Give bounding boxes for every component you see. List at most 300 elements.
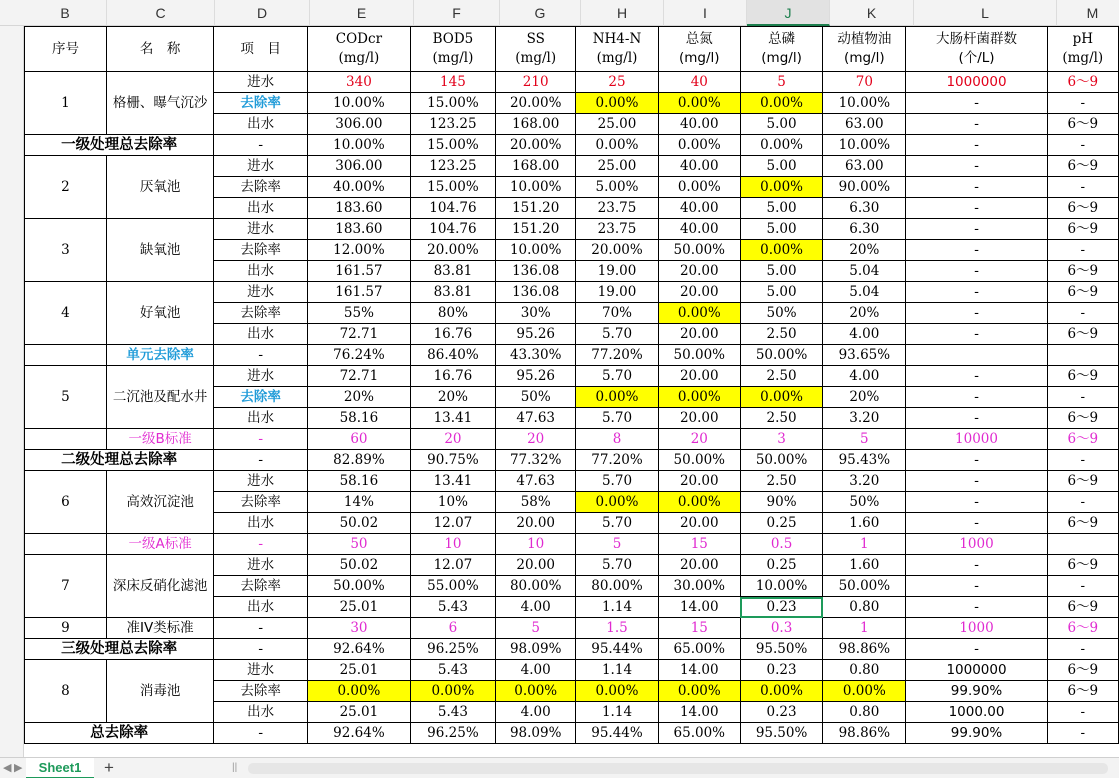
value-cell[interactable]: 20.00 (658, 471, 740, 492)
value-cell[interactable]: 13.41 (410, 471, 495, 492)
value-cell[interactable]: 65.00% (658, 639, 740, 660)
value-cell[interactable]: 6～9 (1047, 156, 1118, 177)
value-cell[interactable]: 6～9 (1047, 618, 1118, 639)
value-cell[interactable]: - (906, 177, 1047, 198)
value-cell[interactable]: 95.50% (740, 723, 822, 744)
value-cell[interactable]: 20% (823, 240, 906, 261)
value-cell[interactable]: 98.86% (823, 723, 906, 744)
item-cell[interactable]: - (214, 639, 308, 660)
value-cell[interactable]: 1.14 (576, 660, 658, 681)
value-cell[interactable]: 10.00% (308, 135, 411, 156)
value-cell[interactable]: 40.00 (658, 198, 740, 219)
item-cell[interactable]: 出水 (214, 261, 308, 282)
value-cell[interactable]: 6～9 (1047, 660, 1118, 681)
value-cell[interactable]: 40.00 (658, 114, 740, 135)
standard-label[interactable]: 准IV类标准 (106, 618, 213, 639)
value-cell[interactable]: 80.00% (576, 576, 658, 597)
value-cell[interactable]: 6～9 (1047, 513, 1118, 534)
value-cell[interactable]: 0.00% (308, 681, 411, 702)
value-cell[interactable]: 3 (740, 429, 822, 450)
header-name[interactable]: 名 称 (106, 27, 213, 72)
value-cell[interactable]: - (906, 156, 1047, 177)
add-sheet-icon[interactable]: + (104, 758, 114, 777)
value-cell[interactable]: 65.00% (658, 723, 740, 744)
item-cell[interactable]: 进水 (214, 156, 308, 177)
value-cell[interactable]: 10.00% (740, 576, 822, 597)
value-cell[interactable]: - (906, 513, 1047, 534)
value-cell[interactable]: 25.01 (308, 597, 411, 618)
value-cell[interactable]: 0.00% (658, 177, 740, 198)
header-param-2[interactable] (496, 27, 576, 72)
value-cell[interactable]: 0.25 (740, 513, 822, 534)
value-cell[interactable] (1047, 345, 1118, 366)
value-cell[interactable]: 47.63 (496, 471, 576, 492)
value-cell[interactable]: 50% (823, 492, 906, 513)
value-cell[interactable]: 14.00 (658, 702, 740, 723)
value-cell[interactable]: 40.00% (308, 177, 411, 198)
value-cell[interactable] (906, 345, 1047, 366)
value-cell[interactable]: 20.00 (658, 408, 740, 429)
value-cell[interactable]: - (906, 408, 1047, 429)
value-cell[interactable]: 20% (823, 303, 906, 324)
value-cell[interactable]: 104.76 (410, 198, 495, 219)
name-cell[interactable]: 消毒池 (106, 660, 213, 723)
value-cell[interactable]: 58% (496, 492, 576, 513)
value-cell[interactable]: 1 (823, 618, 906, 639)
value-cell[interactable]: 10.00% (823, 135, 906, 156)
summary-label[interactable]: 总去除率 (25, 723, 214, 744)
value-cell[interactable]: 70% (576, 303, 658, 324)
item-cell[interactable]: 进水 (214, 471, 308, 492)
value-cell[interactable]: 19.00 (576, 261, 658, 282)
value-cell[interactable]: 40.00 (658, 156, 740, 177)
value-cell[interactable]: 0.23 (740, 597, 822, 618)
value-cell[interactable]: 90% (740, 492, 822, 513)
value-cell[interactable]: 306.00 (308, 114, 411, 135)
value-cell[interactable]: 43.30% (496, 345, 576, 366)
value-cell[interactable]: 0.00% (658, 387, 740, 408)
value-cell[interactable]: 50.00% (658, 240, 740, 261)
value-cell[interactable]: 99.90% (906, 681, 1047, 702)
value-cell[interactable]: 58.16 (308, 408, 411, 429)
name-cell[interactable]: 二沉池及配水井 (106, 366, 213, 429)
value-cell[interactable]: - (906, 387, 1047, 408)
standard-label[interactable]: 单元去除率 (106, 345, 213, 366)
summary-label[interactable]: 一级处理总去除率 (25, 135, 214, 156)
item-cell[interactable]: - (214, 534, 308, 555)
value-cell[interactable]: 6～9 (1047, 555, 1118, 576)
value-cell[interactable]: 5.00 (740, 219, 822, 240)
value-cell[interactable]: 0.23 (740, 660, 822, 681)
value-cell[interactable]: 50.00% (740, 345, 822, 366)
item-cell[interactable]: - (214, 450, 308, 471)
value-cell[interactable]: 20.00 (658, 366, 740, 387)
value-cell[interactable]: 20.00 (658, 282, 740, 303)
value-cell[interactable]: 6.30 (823, 198, 906, 219)
value-cell[interactable]: - (906, 639, 1047, 660)
value-cell[interactable]: 151.20 (496, 198, 576, 219)
value-cell[interactable]: 6～9 (1047, 114, 1118, 135)
column-header-i[interactable]: I (664, 0, 747, 26)
column-header-m[interactable]: M (1057, 0, 1119, 26)
value-cell[interactable]: - (1047, 723, 1118, 744)
name-cell[interactable]: 缺氧池 (106, 219, 213, 282)
value-cell[interactable]: 50.02 (308, 513, 411, 534)
value-cell[interactable]: 5.70 (576, 471, 658, 492)
column-header-k[interactable]: K (830, 0, 914, 26)
value-cell[interactable]: 77.20% (576, 345, 658, 366)
value-cell[interactable]: 63.00 (823, 156, 906, 177)
seq-cell[interactable]: 6 (25, 471, 107, 534)
value-cell[interactable]: 0.25 (740, 555, 822, 576)
value-cell[interactable]: 93.65% (823, 345, 906, 366)
value-cell[interactable]: - (906, 471, 1047, 492)
value-cell[interactable]: 40.00 (658, 219, 740, 240)
value-cell[interactable]: 20.00 (496, 555, 576, 576)
standard-label[interactable]: 一级B标准 (106, 429, 213, 450)
value-cell[interactable]: 0.00% (576, 492, 658, 513)
value-cell[interactable]: 1000000 (906, 660, 1047, 681)
value-cell[interactable]: 0.00% (658, 135, 740, 156)
value-cell[interactable]: 2.50 (740, 471, 822, 492)
value-cell[interactable]: 83.81 (410, 282, 495, 303)
value-cell[interactable]: 104.76 (410, 219, 495, 240)
value-cell[interactable]: 6～9 (1047, 681, 1118, 702)
value-cell[interactable]: 55.00% (410, 576, 495, 597)
value-cell[interactable]: 50% (496, 387, 576, 408)
value-cell[interactable]: - (906, 366, 1047, 387)
value-cell[interactable]: 4.00 (496, 660, 576, 681)
item-cell[interactable]: - (214, 618, 308, 639)
value-cell[interactable]: 10.00% (496, 240, 576, 261)
value-cell[interactable]: 30 (308, 618, 411, 639)
value-cell[interactable]: 92.64% (308, 639, 411, 660)
header-seq[interactable]: 序号 (25, 27, 107, 72)
name-cell[interactable]: 深床反硝化滤池 (106, 555, 213, 618)
value-cell[interactable]: 2.50 (740, 408, 822, 429)
value-cell[interactable]: 183.60 (308, 219, 411, 240)
value-cell[interactable]: 5.00 (740, 114, 822, 135)
value-cell[interactable]: 6～9 (1047, 72, 1118, 93)
value-cell[interactable]: 0.3 (740, 618, 822, 639)
value-cell[interactable]: - (906, 492, 1047, 513)
value-cell[interactable]: 0.00% (658, 492, 740, 513)
value-cell[interactable]: 15 (658, 618, 740, 639)
column-header-c[interactable]: C (107, 0, 215, 26)
value-cell[interactable]: 47.63 (496, 408, 576, 429)
value-cell[interactable]: 145 (410, 72, 495, 93)
value-cell[interactable]: 23.75 (576, 219, 658, 240)
value-cell[interactable]: 19.00 (576, 282, 658, 303)
value-cell[interactable]: 25.00 (576, 114, 658, 135)
value-cell[interactable]: 20% (823, 387, 906, 408)
name-cell[interactable]: 格栅、曝气沉沙 (106, 72, 213, 135)
value-cell[interactable]: 0.00% (740, 240, 822, 261)
value-cell[interactable]: - (906, 135, 1047, 156)
value-cell[interactable]: 151.20 (496, 219, 576, 240)
value-cell[interactable]: 95.44% (576, 723, 658, 744)
value-cell[interactable]: - (906, 450, 1047, 471)
value-cell[interactable]: 5.04 (823, 282, 906, 303)
value-cell[interactable]: 16.76 (410, 324, 495, 345)
value-cell[interactable]: 13.41 (410, 408, 495, 429)
value-cell[interactable]: 5.43 (410, 660, 495, 681)
item-cell[interactable]: 出水 (214, 513, 308, 534)
value-cell[interactable]: - (1047, 135, 1118, 156)
seq-cell[interactable]: 9 (25, 618, 107, 639)
header-param-3[interactable] (576, 27, 658, 72)
value-cell[interactable]: 6～9 (1047, 198, 1118, 219)
value-cell[interactable]: 72.71 (308, 324, 411, 345)
value-cell[interactable]: 50.02 (308, 555, 411, 576)
item-cell[interactable]: 去除率 (214, 387, 308, 408)
value-cell[interactable]: 1000.00 (906, 702, 1047, 723)
value-cell[interactable]: 86.40% (410, 345, 495, 366)
value-cell[interactable]: 76.24% (308, 345, 411, 366)
value-cell[interactable]: 5.70 (576, 366, 658, 387)
value-cell[interactable]: - (1047, 450, 1118, 471)
seq-cell[interactable]: 1 (25, 72, 107, 135)
item-cell[interactable]: 去除率 (214, 681, 308, 702)
value-cell[interactable]: 98.86% (823, 639, 906, 660)
column-header-d[interactable]: D (215, 0, 310, 26)
item-cell[interactable]: 去除率 (214, 303, 308, 324)
value-cell[interactable]: - (1047, 639, 1118, 660)
value-cell[interactable]: 98.09% (496, 639, 576, 660)
value-cell[interactable]: 15.00% (410, 93, 495, 114)
value-cell[interactable]: 1.60 (823, 513, 906, 534)
value-cell[interactable]: 55% (308, 303, 411, 324)
value-cell[interactable]: 0.00% (496, 681, 576, 702)
value-cell[interactable]: 15 (658, 534, 740, 555)
item-cell[interactable]: 进水 (214, 219, 308, 240)
value-cell[interactable]: 10 (496, 534, 576, 555)
value-cell[interactable]: 20.00% (576, 240, 658, 261)
value-cell[interactable]: 20 (410, 429, 495, 450)
value-cell[interactable]: 0.00% (576, 387, 658, 408)
value-cell[interactable]: 10000 (906, 429, 1047, 450)
header-param-6[interactable] (823, 27, 906, 72)
value-cell[interactable]: 20.00 (658, 324, 740, 345)
value-cell[interactable]: 3.20 (823, 471, 906, 492)
item-cell[interactable]: 去除率 (214, 576, 308, 597)
value-cell[interactable]: 20.00% (496, 135, 576, 156)
item-cell[interactable]: 去除率 (214, 93, 308, 114)
value-cell[interactable]: - (1047, 387, 1118, 408)
value-cell[interactable]: 30% (496, 303, 576, 324)
value-cell[interactable]: 95.44% (576, 639, 658, 660)
value-cell[interactable]: 23.75 (576, 198, 658, 219)
row-header-gutter[interactable] (0, 26, 24, 757)
value-cell[interactable]: 40 (658, 72, 740, 93)
value-cell[interactable]: - (1047, 93, 1118, 114)
item-cell[interactable]: 去除率 (214, 492, 308, 513)
value-cell[interactable]: 6～9 (1047, 597, 1118, 618)
value-cell[interactable]: 50.00% (823, 576, 906, 597)
value-cell[interactable]: 92.64% (308, 723, 411, 744)
value-cell[interactable]: 5 (496, 618, 576, 639)
value-cell[interactable]: 10.00% (823, 93, 906, 114)
value-cell[interactable]: 6～9 (1047, 261, 1118, 282)
value-cell[interactable]: 168.00 (496, 156, 576, 177)
value-cell[interactable] (1047, 534, 1118, 555)
value-cell[interactable]: - (906, 114, 1047, 135)
value-cell[interactable]: - (906, 240, 1047, 261)
value-cell[interactable]: 0.00% (658, 681, 740, 702)
value-cell[interactable]: 6～9 (1047, 366, 1118, 387)
name-cell[interactable]: 厌氧池 (106, 156, 213, 219)
horizontal-scrollbar[interactable] (248, 763, 1108, 774)
summary-label[interactable]: 三级处理总去除率 (25, 639, 214, 660)
value-cell[interactable]: - (906, 93, 1047, 114)
seq-cell[interactable] (25, 345, 107, 366)
value-cell[interactable]: 10.00% (496, 177, 576, 198)
value-cell[interactable]: 99.90% (906, 723, 1047, 744)
column-header-b[interactable]: B (24, 0, 107, 26)
value-cell[interactable]: 5.00 (740, 261, 822, 282)
value-cell[interactable]: 3.20 (823, 408, 906, 429)
value-cell[interactable]: 82.89% (308, 450, 411, 471)
value-cell[interactable]: 1.14 (576, 702, 658, 723)
value-cell[interactable]: 136.08 (496, 282, 576, 303)
value-cell[interactable]: 15.00% (410, 177, 495, 198)
seq-cell[interactable]: 8 (25, 660, 107, 723)
value-cell[interactable]: 5.00 (740, 156, 822, 177)
value-cell[interactable]: - (906, 261, 1047, 282)
header-param-1[interactable] (410, 27, 495, 72)
value-cell[interactable]: 1.5 (576, 618, 658, 639)
value-cell[interactable]: 95.26 (496, 324, 576, 345)
seq-cell[interactable]: 7 (25, 555, 107, 618)
value-cell[interactable]: 6～9 (1047, 282, 1118, 303)
value-cell[interactable]: 6.30 (823, 219, 906, 240)
value-cell[interactable]: 20% (308, 387, 411, 408)
header-param-5[interactable] (740, 27, 822, 72)
value-cell[interactable]: - (1047, 492, 1118, 513)
value-cell[interactable]: 5 (823, 429, 906, 450)
value-cell[interactable]: 15.00% (410, 135, 495, 156)
value-cell[interactable]: 4.00 (496, 597, 576, 618)
value-cell[interactable]: - (906, 597, 1047, 618)
name-cell[interactable]: 好氧池 (106, 282, 213, 345)
item-cell[interactable]: 进水 (214, 282, 308, 303)
value-cell[interactable]: 80% (410, 303, 495, 324)
value-cell[interactable]: 90.75% (410, 450, 495, 471)
value-cell[interactable]: 6～9 (1047, 324, 1118, 345)
value-cell[interactable]: 50.00% (658, 345, 740, 366)
value-cell[interactable]: 123.25 (410, 114, 495, 135)
value-cell[interactable]: 5.00 (740, 198, 822, 219)
value-cell[interactable]: 0.00% (576, 681, 658, 702)
value-cell[interactable]: 0.00% (576, 93, 658, 114)
value-cell[interactable]: 10 (410, 534, 495, 555)
item-cell[interactable]: 出水 (214, 324, 308, 345)
item-cell[interactable]: 去除率 (214, 177, 308, 198)
value-cell[interactable]: 210 (496, 72, 576, 93)
value-cell[interactable]: 20.00% (410, 240, 495, 261)
standard-label[interactable]: 一级A标准 (106, 534, 213, 555)
value-cell[interactable]: 0.00% (740, 135, 822, 156)
value-cell[interactable]: 50.00% (658, 450, 740, 471)
value-cell[interactable]: 6～9 (1047, 471, 1118, 492)
item-cell[interactable]: 进水 (214, 660, 308, 681)
value-cell[interactable]: 90.00% (823, 177, 906, 198)
sheet-tab-sheet1[interactable]: Sheet1 (26, 758, 94, 778)
value-cell[interactable]: 1.60 (823, 555, 906, 576)
value-cell[interactable]: - (1047, 240, 1118, 261)
item-cell[interactable]: 进水 (214, 555, 308, 576)
seq-cell[interactable]: 3 (25, 219, 107, 282)
item-cell[interactable]: 出水 (214, 198, 308, 219)
item-cell[interactable]: - (214, 345, 308, 366)
column-header-f[interactable]: F (414, 0, 500, 26)
value-cell[interactable]: 4.00 (823, 324, 906, 345)
seq-cell[interactable] (25, 429, 107, 450)
item-cell[interactable]: 出水 (214, 408, 308, 429)
value-cell[interactable]: 6～9 (1047, 429, 1118, 450)
value-cell[interactable]: 0.23 (740, 702, 822, 723)
value-cell[interactable]: 50% (740, 303, 822, 324)
value-cell[interactable]: 83.81 (410, 261, 495, 282)
column-header-l[interactable]: L (914, 0, 1057, 26)
value-cell[interactable]: 306.00 (308, 156, 411, 177)
value-cell[interactable]: 6～9 (1047, 219, 1118, 240)
value-cell[interactable]: 5 (740, 72, 822, 93)
value-cell[interactable]: 2.50 (740, 366, 822, 387)
value-cell[interactable]: 0.00% (740, 177, 822, 198)
value-cell[interactable]: 50 (308, 534, 411, 555)
column-header-g[interactable]: G (500, 0, 581, 26)
value-cell[interactable]: 72.71 (308, 366, 411, 387)
value-cell[interactable]: 0.00% (823, 681, 906, 702)
value-cell[interactable]: 20.00 (658, 513, 740, 534)
value-cell[interactable]: 70 (823, 72, 906, 93)
name-cell[interactable]: 高效沉淀池 (106, 471, 213, 534)
value-cell[interactable]: - (906, 555, 1047, 576)
value-cell[interactable]: - (1047, 177, 1118, 198)
seq-cell[interactable]: 2 (25, 156, 107, 219)
value-cell[interactable]: 20.00 (658, 261, 740, 282)
item-cell[interactable]: 出水 (214, 597, 308, 618)
value-cell[interactable]: 1 (823, 534, 906, 555)
value-cell[interactable]: 50.00% (740, 450, 822, 471)
value-cell[interactable]: 10% (410, 492, 495, 513)
value-cell[interactable]: 1000000 (906, 72, 1047, 93)
item-cell[interactable]: 进水 (214, 72, 308, 93)
item-cell[interactable]: 进水 (214, 366, 308, 387)
value-cell[interactable]: 0.00% (740, 681, 822, 702)
value-cell[interactable]: 98.09% (496, 723, 576, 744)
value-cell[interactable]: 0.00% (740, 93, 822, 114)
value-cell[interactable]: 0.80 (823, 702, 906, 723)
value-cell[interactable]: 4.00 (496, 702, 576, 723)
value-cell[interactable]: 16.76 (410, 366, 495, 387)
value-cell[interactable]: 5.70 (576, 408, 658, 429)
value-cell[interactable]: 0.00% (658, 93, 740, 114)
value-cell[interactable]: 14% (308, 492, 411, 513)
value-cell[interactable]: 340 (308, 72, 411, 93)
seq-cell[interactable]: 5 (25, 366, 107, 429)
item-cell[interactable]: - (214, 429, 308, 450)
value-cell[interactable]: 77.32% (496, 450, 576, 471)
value-cell[interactable]: - (906, 303, 1047, 324)
value-cell[interactable]: 5.70 (576, 513, 658, 534)
value-cell[interactable]: 25.00 (576, 156, 658, 177)
column-header-e[interactable]: E (310, 0, 414, 26)
value-cell[interactable]: 25.01 (308, 702, 411, 723)
value-cell[interactable]: 96.25% (410, 639, 495, 660)
seq-cell[interactable] (25, 534, 107, 555)
